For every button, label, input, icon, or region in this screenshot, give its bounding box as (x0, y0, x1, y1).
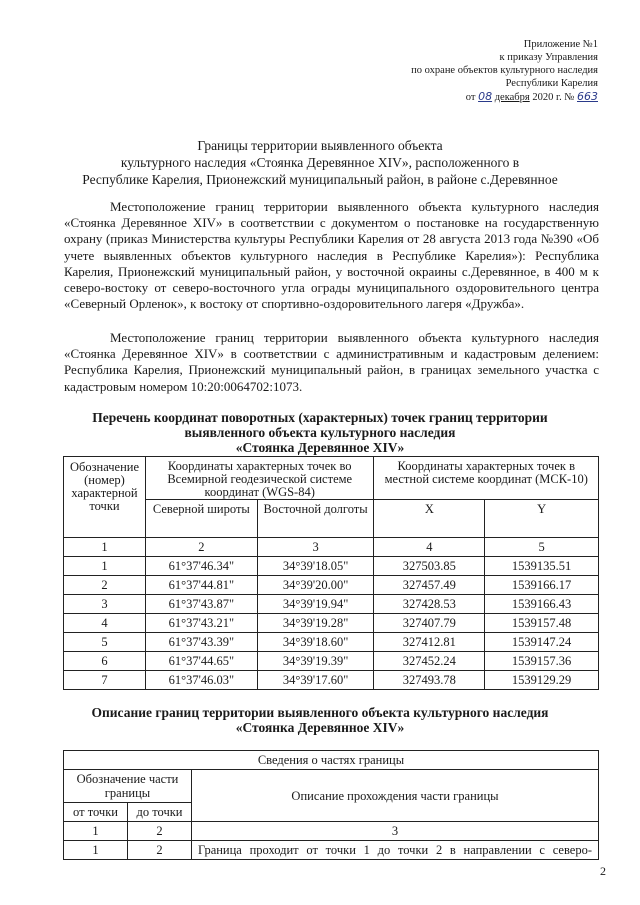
coord-x: 327493.78 (374, 671, 485, 690)
boundary-description: Граница проходит от точки 1 до точки 2 в направлении с северо- (192, 841, 599, 860)
table-row (64, 595, 599, 614)
appendix-line: Республики Карелия (505, 78, 598, 89)
longitude: 34°39'19.94" (257, 595, 374, 614)
point-number: 5 (64, 633, 146, 652)
table-row (64, 633, 599, 652)
coord-x: 327452.24 (374, 652, 485, 671)
description-header: Описание прохождения части границы (192, 770, 599, 822)
numbering-cell: 1 (64, 822, 128, 841)
latitude: 61°37'46.34" (145, 557, 257, 576)
page-number: 2 (600, 864, 606, 878)
title-line: Республике Карелия, Прионежский муниципальный район, в районе с.Деревянное (82, 172, 558, 187)
coord-x: 327407.79 (374, 614, 485, 633)
longitude: 34°39'18.60" (257, 633, 374, 652)
latitude: 61°37'43.21" (145, 614, 257, 633)
numbering-cell: 1 (64, 538, 146, 557)
coord-y: 1539147.24 (485, 633, 599, 652)
heading-line: Описание границ территории выявленного объекта культурного наследия (91, 705, 549, 720)
latitude: 61°37'44.81" (145, 576, 257, 595)
location-paragraph-2: Местоположение границ территории выявленного объекта культурного наследия «Стоянка Деревянное XIV» в соответствии с административным и кадастровым делением: Республика Карелия, Прионежский муниципальный район, в границах земельного участка с кадастровым номером 10:20:0064702:1073. (64, 330, 599, 394)
appendix-date-line (338, 90, 598, 104)
longitude: 34°39'19.28" (257, 614, 374, 633)
appendix-line: к приказу Управления (499, 52, 598, 63)
document-title (60, 137, 580, 188)
to-point: 2 (128, 841, 192, 860)
appendix-line: по охране объектов культурного наследия (411, 65, 598, 76)
numbering-cell: 3 (257, 538, 374, 557)
sub-lon-header: Восточной долготы (257, 500, 374, 538)
bounds-heading (60, 705, 580, 735)
table-row (64, 841, 599, 860)
order-number-handwritten: 663 (577, 90, 598, 103)
table-row (64, 652, 599, 671)
point-number: 2 (64, 576, 146, 595)
numbering-cell: 2 (128, 822, 192, 841)
heading-line: «Стоянка Деревянное XIV» (235, 440, 405, 455)
date-month: декабря (494, 92, 530, 103)
numbering-cell: 2 (145, 538, 257, 557)
coordinates-table (63, 456, 599, 690)
table-row (64, 614, 599, 633)
boundary-parts-table (63, 750, 599, 860)
col-msk-header: Координаты характерных точек в местной системе координат (МСК-10) (374, 457, 599, 500)
latitude: 61°37'44.65" (145, 652, 257, 671)
heading-line: Перечень координат поворотных (характерных) точек границ территории (92, 410, 548, 425)
numbering-row (64, 538, 599, 557)
designation-header: Обозначение части границы (64, 770, 192, 803)
longitude: 34°39'18.05" (257, 557, 374, 576)
latitude: 61°37'43.87" (145, 595, 257, 614)
coord-y: 1539166.17 (485, 576, 599, 595)
longitude: 34°39'19.39" (257, 652, 374, 671)
coords-heading (60, 410, 580, 455)
point-number: 3 (64, 595, 146, 614)
coord-x: 327412.81 (374, 633, 485, 652)
point-number: 1 (64, 557, 146, 576)
longitude: 34°39'20.00" (257, 576, 374, 595)
latitude: 61°37'43.39" (145, 633, 257, 652)
latitude: 61°37'46.03" (145, 671, 257, 690)
appendix-block (338, 38, 598, 104)
from-point: 1 (64, 841, 128, 860)
table-row (64, 557, 599, 576)
coord-x: 327428.53 (374, 595, 485, 614)
from-point-header: от точки (64, 803, 128, 822)
coord-y: 1539166.43 (485, 595, 599, 614)
longitude: 34°39'17.60" (257, 671, 374, 690)
bounds-header: Сведения о частях границы (64, 751, 599, 770)
coord-x: 327503.85 (374, 557, 485, 576)
sub-lat-header: Северной широты (145, 500, 257, 538)
title-line: культурного наследия «Стоянка Деревянное XIV», расположенного в (120, 155, 520, 170)
point-number: 4 (64, 614, 146, 633)
date-day-handwritten: 08 (478, 90, 493, 103)
coord-y: 1539129.29 (485, 671, 599, 690)
numbering-cell: 4 (374, 538, 485, 557)
point-number: 6 (64, 652, 146, 671)
col-point-header: Обозначение (номер) характерной точки (64, 457, 146, 538)
appendix-line: Приложение №1 (523, 39, 598, 50)
table-row (64, 671, 599, 690)
date-year: 2020 г. № (532, 92, 575, 103)
coord-y: 1539135.51 (485, 557, 599, 576)
sub-y-header: Y (485, 500, 599, 538)
to-point-header: до точки (128, 803, 192, 822)
coord-y: 1539157.48 (485, 614, 599, 633)
sub-x-header: X (374, 500, 485, 538)
numbering-row (64, 822, 599, 841)
title-line: Границы территории выявленного объекта (197, 138, 443, 153)
numbering-cell: 5 (485, 538, 599, 557)
heading-line: выявленного объекта культурного наследия (184, 425, 456, 440)
col-wgs-header: Координаты характерных точек во Всемирной геодезической системе координат (WGS-84) (145, 457, 374, 500)
coord-x: 327457.49 (374, 576, 485, 595)
heading-line: «Стоянка Деревянное XIV» (235, 720, 405, 735)
table-row (64, 576, 599, 595)
point-number: 7 (64, 671, 146, 690)
location-paragraph-1: Местоположение границ территории выявленного объекта культурного наследия «Стоянка Деревянное XIV» в соответствии с документом о постановке на государственную охрану (приказ Министерства культуры Республики Карелия от 28 августа 2013 года №390 «Об учете выявленных объектов культурного наследия в Республике Карелия»): Республика Карелия, Прионежский муниципальный район, у восточной окраины с.Деревянное, в 400 м к северо-востоку от северо-восточного угла ограды муниципального оздоровительного центра «Северный Орленок», к востоку от спортивно-оздоровительного лагеря «Дружба». (64, 199, 599, 312)
numbering-cell: 3 (192, 822, 599, 841)
date-prefix: от (465, 92, 476, 103)
coord-y: 1539157.36 (485, 652, 599, 671)
